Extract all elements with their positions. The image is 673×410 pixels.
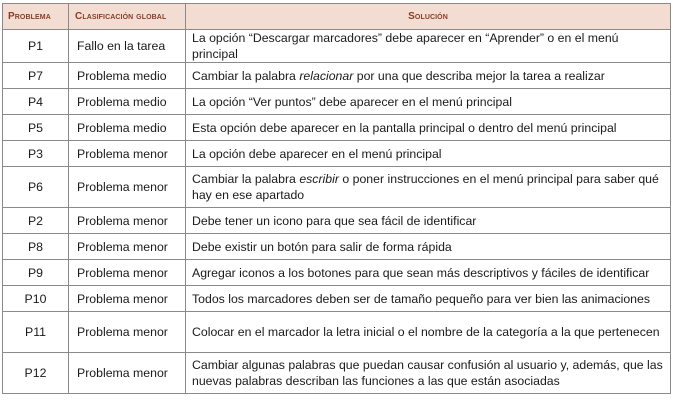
table-row xyxy=(3,115,671,141)
solucion-cell xyxy=(186,353,671,394)
clasificacion-cell: Problema medio xyxy=(69,89,186,115)
table-row xyxy=(3,30,671,63)
solucion-text: La opción “Ver puntos” debe aparecer en el menú principal xyxy=(192,94,512,109)
solucion-text: Cambiar algunas palabras que puedan causar confusión al usuario y, además, que las nuevas palabras describan las funciones a las que están asociadas xyxy=(192,358,663,388)
usability-problems-table xyxy=(2,3,671,394)
solucion-cell xyxy=(186,260,671,286)
problema-cell: P4 xyxy=(3,89,69,115)
table-row xyxy=(3,167,671,208)
problema-cell: P5 xyxy=(3,115,69,141)
problema-cell: P3 xyxy=(3,141,69,167)
table-row xyxy=(3,312,671,353)
clasificacion-cell: Problema menor xyxy=(69,167,186,208)
problema-cell: P10 xyxy=(3,286,69,312)
table-row xyxy=(3,353,671,394)
problema-cell: P7 xyxy=(3,63,69,89)
solucion-text: Cambiar la palabra xyxy=(192,172,300,186)
solucion-emphasis: escribir xyxy=(299,172,339,186)
solucion-cell xyxy=(186,286,671,312)
solucion-cell xyxy=(186,30,671,63)
solucion-emphasis: relacionar xyxy=(299,68,354,83)
solucion-cell xyxy=(186,312,671,353)
clasificacion-cell: Problema medio xyxy=(69,115,186,141)
solucion-cell xyxy=(186,89,671,115)
table-header-row xyxy=(3,4,671,30)
solucion-text: Agregar iconos a los botones para que sean más descriptivos y fáciles de identificar xyxy=(192,265,650,280)
clasificacion-cell: Problema menor xyxy=(69,312,186,353)
solucion-text: Debe tener un icono para que sea fácil de identificar xyxy=(192,213,477,228)
table-row xyxy=(3,260,671,286)
solucion-cell xyxy=(186,141,671,167)
problema-cell: P6 xyxy=(3,167,69,208)
solucion-text: Debe existir un botón para salir de forma rápida xyxy=(192,239,452,254)
solucion-text: Todos los marcadores deben ser de tamaño pequeño para ver bien las animaciones xyxy=(192,291,650,306)
table-row xyxy=(3,234,671,260)
problema-cell: P1 xyxy=(3,30,69,63)
table-row xyxy=(3,63,671,89)
table-row xyxy=(3,286,671,312)
table-row xyxy=(3,208,671,234)
clasificacion-cell: Fallo en la tarea xyxy=(69,30,186,63)
solucion-text: La opción “Descargar marcadores” debe aparecer en “Aprender” o en el menú principal xyxy=(192,31,619,61)
solucion-cell xyxy=(186,208,671,234)
header-problema: Problema xyxy=(3,4,69,30)
table-row xyxy=(3,89,671,115)
problema-cell: P12 xyxy=(3,353,69,394)
solucion-text: por una que describa mejor la tarea a realizar xyxy=(353,68,605,83)
problema-cell: P11 xyxy=(3,312,69,353)
clasificacion-cell: Problema menor xyxy=(69,141,186,167)
header-solucion: Solución xyxy=(186,4,671,30)
problema-cell: P8 xyxy=(3,234,69,260)
clasificacion-cell: Problema menor xyxy=(69,353,186,394)
solucion-text: o poner instrucciones en el menú principal para saber qué hay en ese apartado xyxy=(192,172,659,202)
solucion-text: Cambiar la palabra xyxy=(192,68,300,83)
problema-cell: P2 xyxy=(3,208,69,234)
solucion-text: Esta opción debe aparecer en la pantalla principal o dentro del menú principal xyxy=(192,120,617,135)
header-clasificacion-global: Clasificación global xyxy=(69,4,186,30)
clasificacion-cell: Problema menor xyxy=(69,286,186,312)
clasificacion-cell: Problema menor xyxy=(69,234,186,260)
table-row xyxy=(3,141,671,167)
solucion-cell xyxy=(186,167,671,208)
solucion-text: La opción debe aparecer en el menú principal xyxy=(192,146,442,161)
solucion-text: Colocar en el marcador la letra inicial o el nombre de la categoría a la que pertenecen xyxy=(192,325,660,339)
clasificacion-cell: Problema medio xyxy=(69,63,186,89)
solucion-cell xyxy=(186,115,671,141)
clasificacion-cell: Problema menor xyxy=(69,260,186,286)
clasificacion-cell: Problema menor xyxy=(69,208,186,234)
problema-cell: P9 xyxy=(3,260,69,286)
solucion-cell xyxy=(186,63,671,89)
solucion-cell xyxy=(186,234,671,260)
